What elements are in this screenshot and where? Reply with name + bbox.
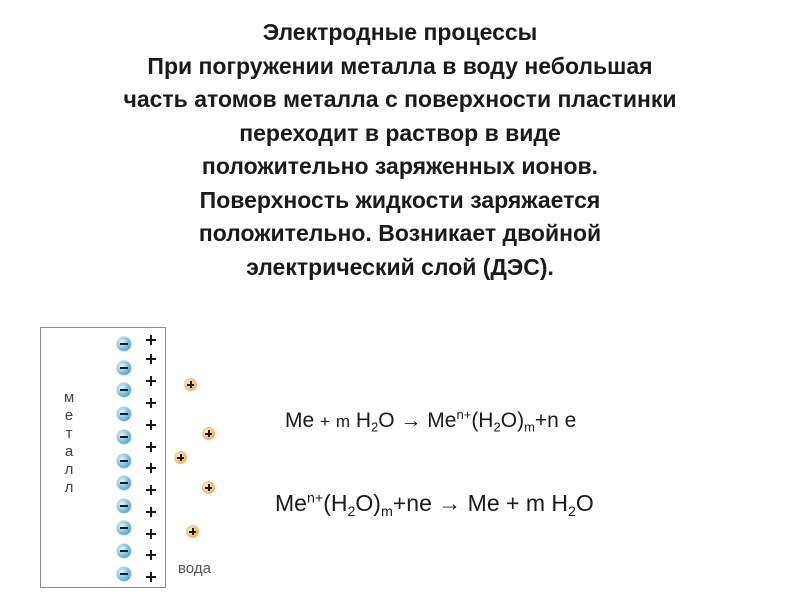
metal-label-letter: л <box>64 461 74 478</box>
positive-charge-icon <box>144 352 158 366</box>
positive-charge-icon <box>144 570 158 584</box>
metal-cation-icon <box>184 378 197 391</box>
eq2-metal-ion: Me <box>275 490 307 516</box>
heading-line: электрический слой (ДЭС). <box>246 253 554 280</box>
heading-line: Поверхность жидкости заряжается <box>199 186 601 213</box>
eq1-charge: n+ <box>456 407 472 423</box>
eq1-o: O <box>378 409 395 432</box>
metal-label-letter: м <box>63 389 75 406</box>
negative-charge-icon <box>117 567 131 581</box>
eq1-metal-ion: Me <box>427 409 457 432</box>
negative-charge-icon <box>117 383 131 397</box>
negative-charge-icon <box>117 544 131 558</box>
metal-label <box>62 389 76 497</box>
heading-text <box>0 16 800 284</box>
eq1-sub2: 2 <box>493 419 501 435</box>
eq1-paren-open: (H <box>471 409 494 432</box>
eq1-tail: +n e <box>534 409 577 432</box>
eq2-charge: n+ <box>306 490 324 507</box>
negative-charge-icon <box>117 361 131 375</box>
positive-charge-icon <box>144 418 158 432</box>
eq1-metal: Me <box>285 409 315 432</box>
positive-charge-icon <box>144 505 158 519</box>
eq1-h: H <box>355 409 371 432</box>
equation-dissolution <box>285 409 576 433</box>
water-label: вода <box>178 560 211 577</box>
positive-charge-icon <box>144 548 158 562</box>
negative-charge-icon <box>117 521 131 535</box>
metal-label-letter: а <box>64 443 74 460</box>
metal-cation-icon <box>202 481 215 494</box>
eq1-sub: 2 <box>371 419 379 435</box>
metal-cation-icon <box>202 427 215 440</box>
positive-charge-icon <box>144 374 158 388</box>
negative-charge-icon <box>117 407 131 421</box>
negative-charge-icon <box>117 476 131 490</box>
metal-cation-icon <box>174 451 187 464</box>
negative-charge-icon <box>117 430 131 444</box>
eq2-o: O <box>575 490 594 516</box>
eq2-sub: 2 <box>347 503 356 520</box>
eq1-m-sub: m <box>524 419 535 435</box>
eq2-sub2: 2 <box>567 503 576 520</box>
heading-title: Электродные процессы <box>262 19 538 45</box>
positive-charge-icon <box>144 333 158 347</box>
heading-line: часть атомов металла с поверхности пластинки <box>123 86 677 112</box>
heading-line: положительно. Возникает двойной <box>198 220 602 246</box>
eq2-paren-open: (H <box>323 490 348 516</box>
equation-deposition <box>275 490 594 520</box>
negative-charge-icon <box>117 454 131 468</box>
heading-line: положительно заряженных ионов. <box>201 153 599 179</box>
eq1-arrow: → <box>400 409 422 432</box>
negative-charge-icon <box>117 337 131 351</box>
metal-label-letter: е <box>64 407 74 424</box>
positive-charge-icon <box>144 396 158 410</box>
positive-charge-icon <box>144 527 158 541</box>
eq2-paren-close: O) <box>355 490 381 516</box>
negative-charge-icon <box>117 499 131 513</box>
eq2-m-sub: m <box>380 503 393 520</box>
positive-charge-icon <box>144 483 158 497</box>
positive-charge-icon <box>144 440 158 454</box>
eq1-paren-close: O) <box>500 409 525 432</box>
heading-line: При погружении металла в воду небольшая <box>147 52 653 79</box>
eq2-middle: +ne → Me + m H <box>392 490 568 516</box>
eq1-m: m <box>335 412 350 431</box>
positive-charge-icon <box>144 461 158 475</box>
heading-line: переходит в раствор в виде <box>239 119 561 146</box>
metal-label-letter: л <box>64 479 74 496</box>
metal-label-letter: т <box>65 425 73 442</box>
eq1-plus: + <box>320 412 330 431</box>
metal-cation-icon <box>186 525 199 538</box>
